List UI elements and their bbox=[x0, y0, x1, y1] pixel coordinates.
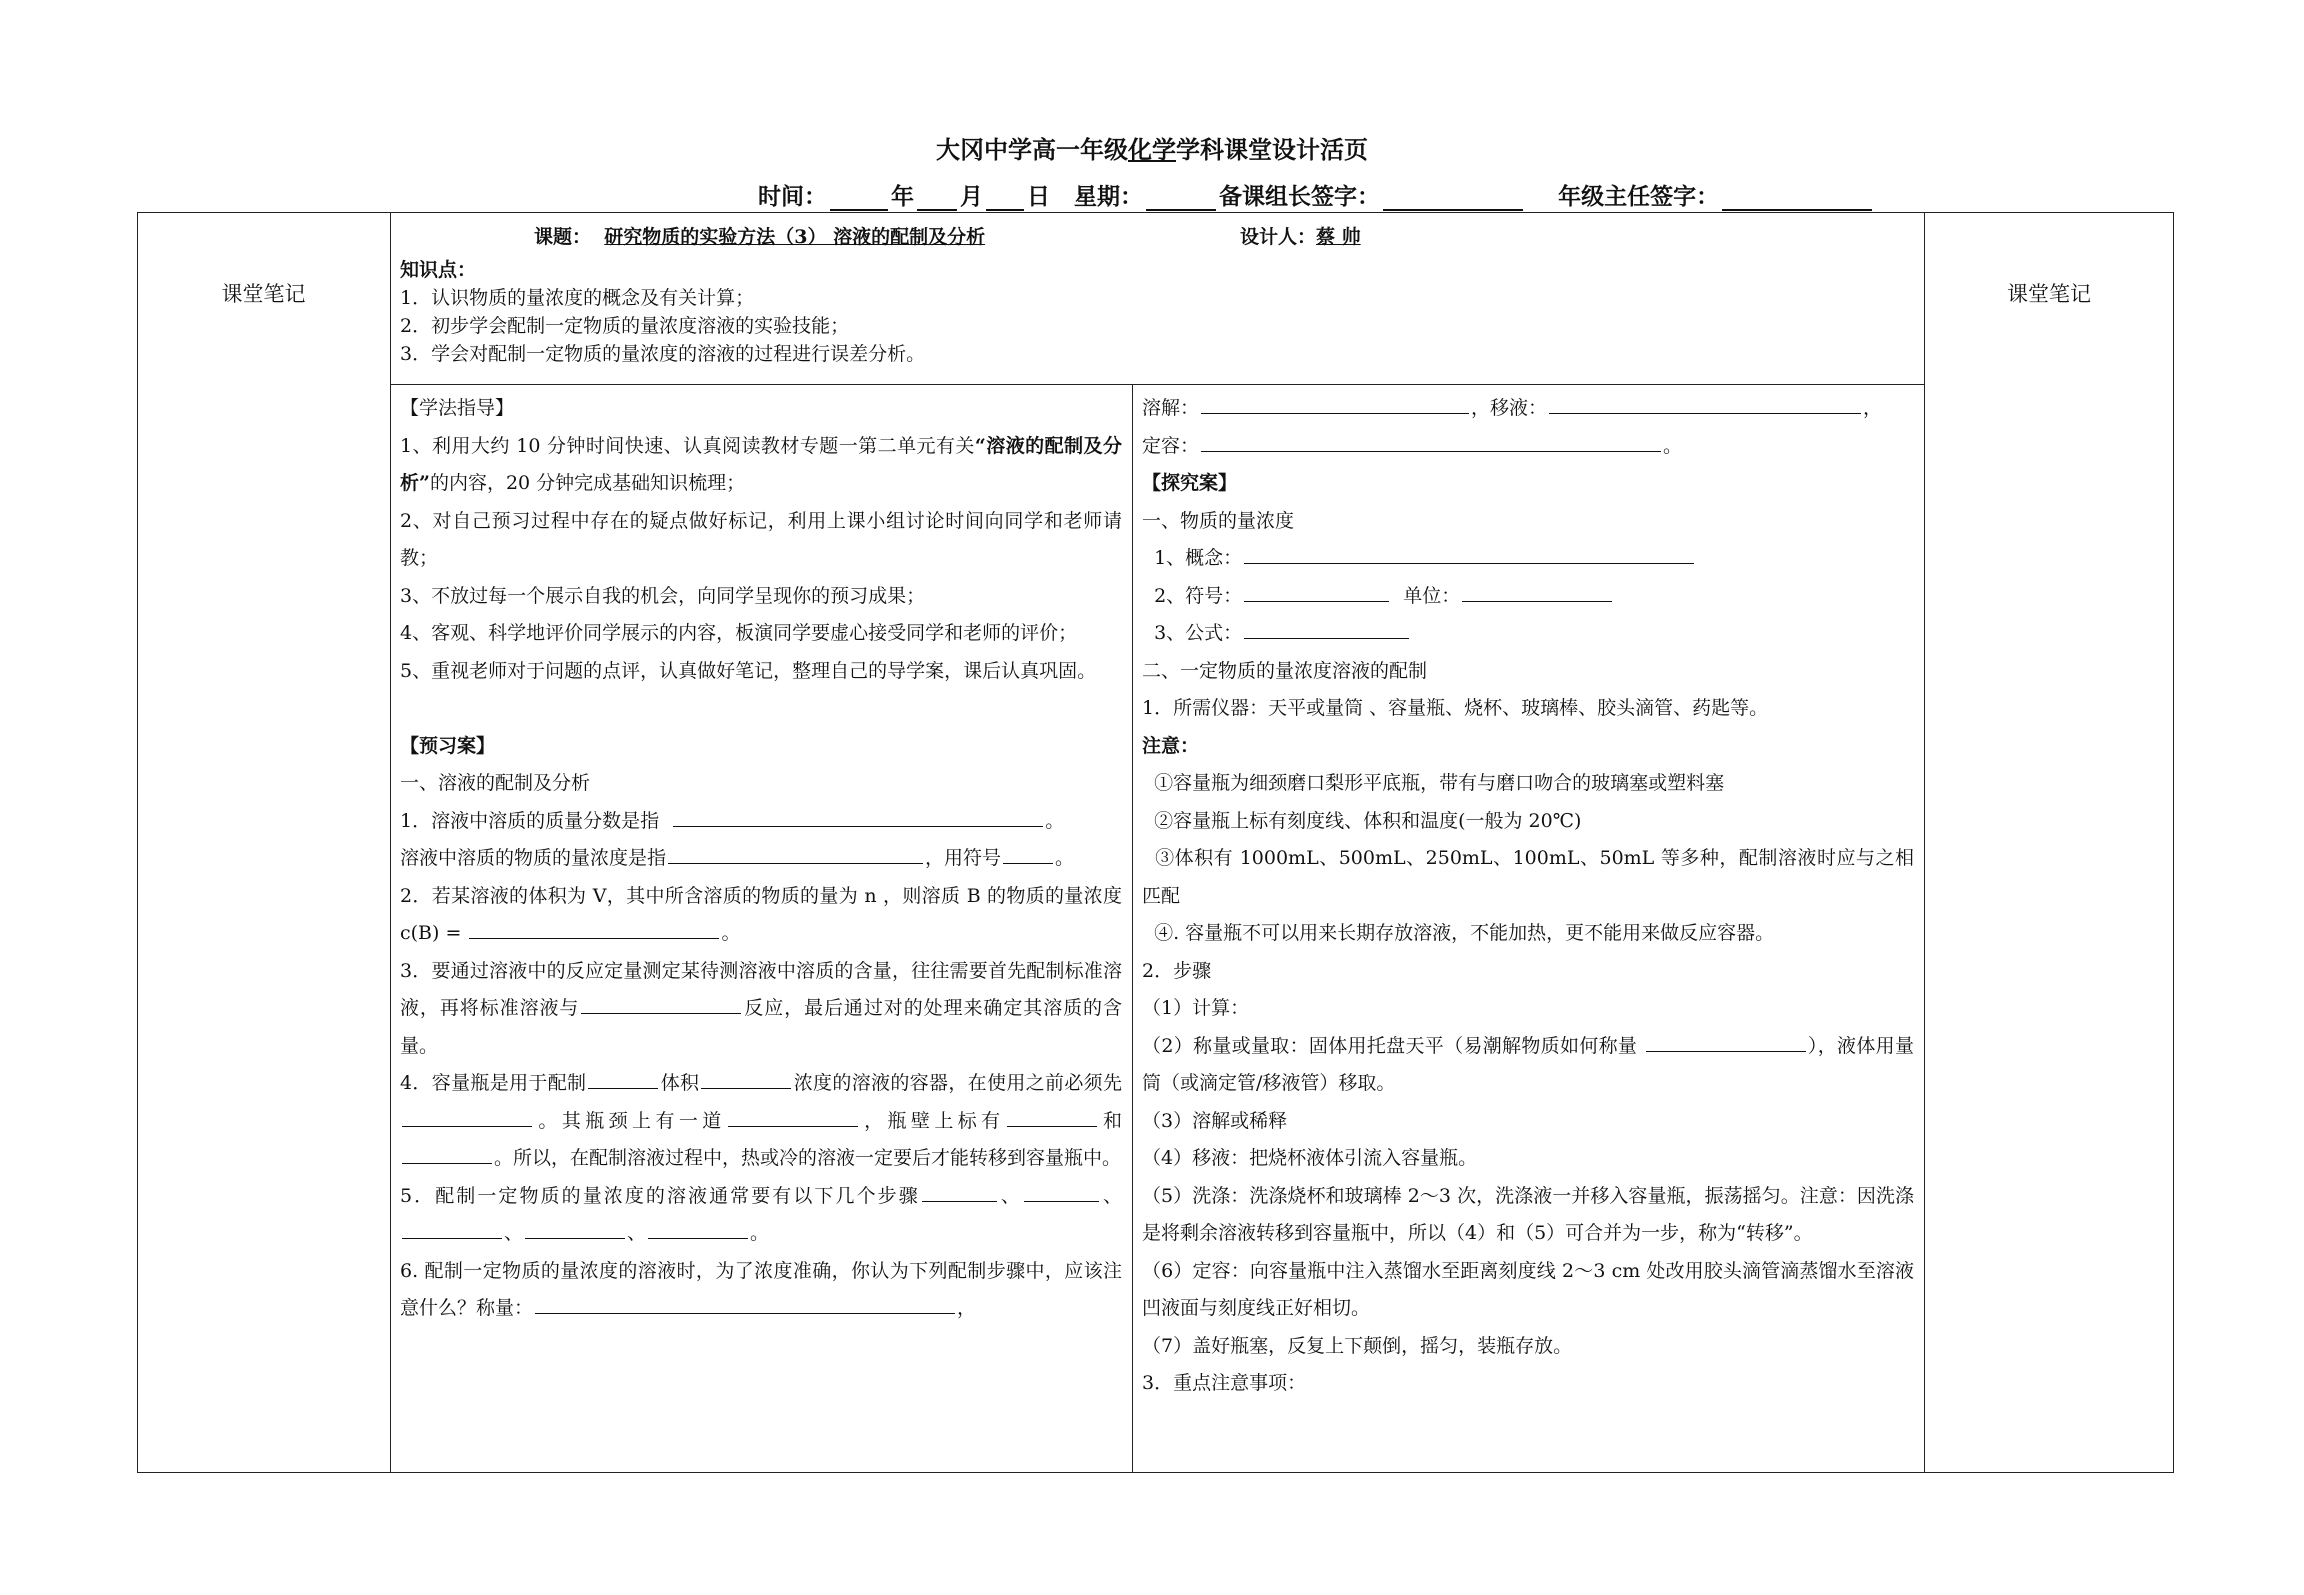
answer-blank[interactable] bbox=[1462, 581, 1612, 602]
answer-blank[interactable] bbox=[1003, 843, 1053, 864]
answer-blank[interactable] bbox=[535, 1293, 955, 1314]
objectives-title: 知识点： bbox=[400, 259, 477, 281]
answer-blank[interactable] bbox=[1201, 431, 1661, 452]
step-1: （1）计算： bbox=[1142, 997, 1250, 1019]
answer-blank[interactable] bbox=[402, 1218, 502, 1239]
title-prefix: 大冈中学高一年级 bbox=[936, 135, 1128, 164]
guide-item-3: 3、不放过每一个展示自我的机会，向同学呈现你的预习成果； bbox=[400, 584, 926, 607]
guide-title: 【学法指导】 bbox=[400, 397, 515, 419]
answer-blank[interactable] bbox=[728, 1106, 858, 1127]
preview-title: 【预习案】 bbox=[400, 734, 496, 757]
answer-blank[interactable] bbox=[1024, 1181, 1099, 1202]
formula-line: 3、公式： bbox=[1142, 615, 1914, 653]
objective-item: 1．认识物质的量浓度的概念及有关计算； bbox=[400, 287, 755, 309]
designer-label: 设计人： bbox=[1240, 226, 1317, 248]
question-2: 2．若某溶液的体积为 V，其中所含溶质的物质的量为 n ，则溶质 B 的物质的量浓度 c(B) = 。 bbox=[400, 884, 1122, 944]
answer-blank[interactable] bbox=[525, 1218, 625, 1239]
step-6: （6）定容：向容量瓶中注入蒸馏水至距离刻度线 2～3 cm 处改用胶头滴管滴蒸馏水至溶液凹液面与刻度线正好相切。 bbox=[1142, 1259, 1914, 1319]
director-sign-label: 年级主任签字： bbox=[1558, 183, 1720, 210]
question-1b: 溶液中溶质的物质的量浓度是指 ，用符号 。 bbox=[400, 840, 1122, 878]
topic-line bbox=[534, 222, 985, 249]
topic-title: 研究物质的实验方法（3） 溶液的配制及分析 bbox=[604, 226, 986, 248]
answer-blank[interactable] bbox=[1244, 618, 1409, 639]
weekday-label: 星期： bbox=[1074, 183, 1144, 210]
weekday-blank bbox=[1146, 187, 1216, 211]
answer-blank[interactable] bbox=[1244, 543, 1694, 564]
answer-blank[interactable] bbox=[648, 1218, 748, 1239]
document-title bbox=[0, 130, 2304, 165]
title-suffix: 学科课堂设计活页 bbox=[1176, 135, 1368, 164]
answer-blank[interactable] bbox=[1549, 393, 1861, 414]
note-item-2: ②容量瓶上标有刻度线、体积和温度(一般为 20℃) bbox=[1154, 809, 1582, 832]
step-7: （7）盖好瓶塞，反复上下颠倒，摇匀，装瓶存放。 bbox=[1142, 1334, 1573, 1357]
table-divider-left bbox=[390, 212, 391, 1473]
question-4: 4．容量瓶是用于配制 体积 浓度的溶液的容器，在使用之前必须先。其瓶颈上有一道 ，瓶壁上标有 和。所以，在配制溶液过程中，热或冷的溶液一定要后才能转移到容量瓶中。 bbox=[400, 1065, 1122, 1178]
signature-line bbox=[758, 178, 1875, 211]
objective-item: 2．初步学会配制一定物质的量浓度溶液的实验技能； bbox=[400, 315, 850, 337]
preview-section-1: 一、溶液的配制及分析 bbox=[400, 772, 591, 794]
time-label: 时间： bbox=[758, 183, 827, 210]
year-label: 年 bbox=[891, 183, 914, 210]
question-5: 5．配制一定物质的量浓度的溶液通常要有以下几个步骤 、 、、 、 。 bbox=[400, 1178, 1122, 1253]
right-notes-label: 课堂笔记 bbox=[2007, 282, 2091, 306]
step-2: （2）称量或量取：固体用托盘天平（易潮解物质如何称量 ），液体用量筒（或滴定管/移液管）移取。 bbox=[1142, 1028, 1914, 1103]
answer-blank[interactable] bbox=[581, 993, 741, 1014]
month-blank bbox=[917, 187, 957, 211]
answer-blank[interactable] bbox=[402, 1143, 492, 1164]
note-item-3: ③体积有 1000mL、500mL、250mL、100mL、50mL 等多种，配制溶液时应与之相匹配 bbox=[1142, 847, 1914, 907]
guide-item-2: 2、对自己预习过程中存在的疑点做好标记，利用上课小组讨论时间向同学和老师请教； bbox=[400, 509, 1122, 569]
answer-blank[interactable] bbox=[469, 918, 719, 939]
step-3: （3）溶解或稀释 bbox=[1142, 1109, 1288, 1132]
designer-name: 蔡 帅 bbox=[1316, 226, 1361, 248]
leader-sign-blank bbox=[1383, 187, 1523, 211]
question-1a: 1．溶液中溶质的质量分数是指 。 bbox=[400, 803, 1122, 841]
objectives bbox=[400, 256, 925, 368]
month-label: 月 bbox=[960, 183, 983, 210]
day-blank bbox=[986, 187, 1024, 211]
explore-title: 【探究案】 bbox=[1142, 472, 1238, 494]
step-4: （4）移液：把烧杯液体引流入容量瓶。 bbox=[1142, 1147, 1478, 1169]
steps-title: 2．步骤 bbox=[1142, 959, 1212, 982]
dissolve-line: 溶解： ，移液： ， bbox=[1142, 390, 1914, 428]
topic-label: 课题： bbox=[534, 226, 592, 248]
table-divider-right bbox=[1924, 212, 1925, 1473]
table-divider-middle bbox=[1132, 384, 1133, 1473]
director-sign-blank bbox=[1722, 187, 1872, 211]
left-notes-label: 课堂笔记 bbox=[221, 282, 306, 306]
concept-line: 1、概念： bbox=[1142, 540, 1914, 578]
objective-item: 3．学会对配制一定物质的量浓度的溶液的过程进行误差分析。 bbox=[400, 343, 926, 365]
answer-blank[interactable] bbox=[673, 806, 1043, 827]
answer-blank[interactable] bbox=[1007, 1106, 1097, 1127]
explore-section-1: 一、物质的量浓度 bbox=[1142, 509, 1295, 532]
guide-item-4: 4、客观、科学地评价同学展示的内容，板演同学要虚心接受同学和老师的评价； bbox=[400, 622, 1078, 644]
title-subject: 化学 bbox=[1128, 135, 1176, 164]
answer-blank[interactable] bbox=[588, 1068, 658, 1089]
leader-sign-label: 备课组长签字： bbox=[1219, 183, 1381, 210]
question-6: 6. 配制一定物质的量浓度的溶液时，为了浓度准确，你认为下列配制步骤中，应该注意什么？称量： ， bbox=[400, 1259, 1122, 1319]
explore-section-2: 二、一定物质的量浓度溶液的配制 bbox=[1142, 659, 1428, 682]
guide-item-1: 1、利用大约 10 分钟时间快速、认真阅读教材专题一第二单元有关“溶液的配制及分析”的内容，20 分钟完成基础知识梳理； bbox=[400, 434, 1122, 494]
answer-blank[interactable] bbox=[402, 1106, 532, 1127]
symbol-line: 2、符号： 单位： bbox=[1142, 578, 1914, 616]
answer-blank[interactable] bbox=[668, 843, 923, 864]
day-label: 日 bbox=[1027, 183, 1050, 210]
fixvolume-line: 定容： 。 bbox=[1142, 428, 1914, 466]
note-item-4: ④. 容量瓶不可以用来长期存放溶液，不能加热，更不能用来做反应容器。 bbox=[1154, 922, 1775, 944]
right-column bbox=[1142, 390, 1914, 1403]
answer-blank[interactable] bbox=[922, 1181, 997, 1202]
answer-blank[interactable] bbox=[701, 1068, 791, 1089]
note-title: 注意： bbox=[1142, 734, 1200, 757]
answer-blank[interactable] bbox=[1646, 1031, 1806, 1052]
designer-line bbox=[1240, 222, 1361, 249]
guide-item-5: 5、重视老师对于问题的点评，认真做好笔记，整理自己的导学案，课后认真巩固。 bbox=[400, 659, 1097, 682]
left-column bbox=[400, 390, 1122, 1328]
instruments-line: 1．所需仪器：天平或量筒 、容量瓶、烧杯、玻璃棒、胶头滴管、药匙等。 bbox=[1142, 697, 1769, 719]
header-row-divider bbox=[390, 384, 1924, 385]
question-3: 3．要通过溶液中的反应定量测定某待测溶液中溶质的含量，往往需要首先配制标准溶液，再将标准溶液与 反应，最后通过对的处理来确定其溶质的含量。 bbox=[400, 959, 1122, 1057]
key-notes-title: 3．重点注意事项： bbox=[1142, 1372, 1307, 1394]
year-blank bbox=[830, 187, 888, 211]
note-item-1: ①容量瓶为细颈磨口梨形平底瓶，带有与磨口吻合的玻璃塞或塑料塞 bbox=[1154, 772, 1725, 794]
answer-blank[interactable] bbox=[1244, 581, 1389, 602]
step-5: （5）洗涤：洗涤烧杯和玻璃棒 2～3 次，洗涤液一并移入容量瓶，振荡摇匀。注意：因洗涤是将剩余溶液转移到容量瓶中，所以（4）和（5）可合并为一步，称为“转移”。 bbox=[1142, 1184, 1914, 1244]
answer-blank[interactable] bbox=[1201, 393, 1469, 414]
